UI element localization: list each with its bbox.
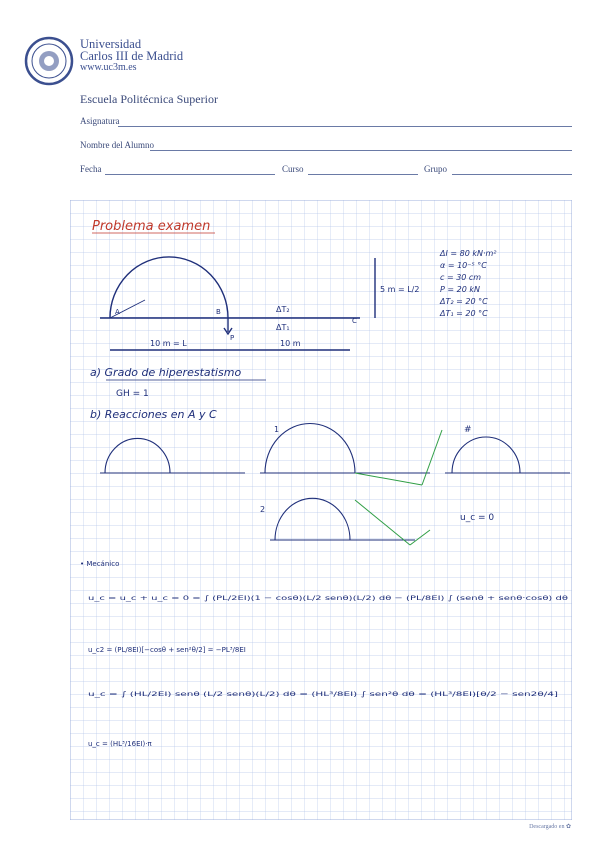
circle-2-label: 2: [260, 505, 266, 514]
university-website[interactable]: www.uc3m.es: [80, 62, 137, 73]
label-b: B: [216, 308, 221, 316]
given-item: α = 10⁻⁵ °C: [440, 261, 487, 270]
dim-height-label: 5 m = L/2: [380, 285, 420, 294]
grupo-line: [452, 174, 572, 175]
gh-value: GH = 1: [116, 389, 149, 399]
nombre-label: Nombre del Alumno: [80, 140, 154, 150]
label-a: A: [115, 308, 120, 316]
university-seal-icon: [24, 36, 74, 86]
given-item: c = 30 cm: [440, 273, 482, 282]
university-name: [80, 38, 183, 74]
given-item: P = 20 kN: [440, 285, 480, 294]
equation-4: u_c = (HL³/16EI)·π: [88, 740, 152, 748]
footer-brand: [529, 823, 571, 830]
curso-line: [308, 174, 418, 175]
label-dt1: ΔT₁: [276, 323, 290, 332]
section-a-heading: a) Grado de hiperestatismo: [90, 366, 242, 379]
problem-title: Problema examen: [92, 219, 211, 234]
equation-3: u_c = ∫ (HL/2EI) senθ (L/2 senθ)(L/2) dθ = (HL³/8EI) ∫ sen²θ dθ = (HL³/8EI)[θ/2 − sen2θ/4]: [88, 690, 558, 698]
dim-right-label: 10 m: [280, 339, 301, 348]
footer-brand-text: Descargado en: [529, 824, 565, 830]
asignatura-line: [118, 126, 572, 127]
given-item: ΔT₁ = 20 °C: [440, 309, 488, 318]
circle-1-label: 1: [274, 425, 280, 434]
nombre-line: [150, 150, 572, 151]
dim-left-label: 10 m = L: [150, 339, 187, 348]
given-item: ΔI = 80 kN·m²: [440, 249, 497, 258]
given-item: ΔT₂ = 20 °C: [440, 297, 488, 306]
equation-2: u_c2 = (PL/8EI)[−cosθ + sen²θ/2] = −PL³/8EI: [88, 646, 246, 654]
fecha-line: [105, 174, 275, 175]
asignatura-label: Asignatura: [80, 116, 120, 126]
university-line2: Carlos III de Madrid: [80, 49, 184, 63]
fecha-label: Fecha: [80, 164, 102, 174]
notebook-sheet: [70, 200, 572, 820]
label-dt2: ΔT₂: [276, 305, 290, 314]
mecanico-label: • Mecánico: [80, 560, 120, 568]
equation-1: u_c = u_c + u_c = 0 = ∫ (PL/2EI)(1 − cosθ)(L/2 senθ)(L/2) dθ − (PL/8EI) ∫ (senθ + senθ·cosθ) dθ: [88, 594, 569, 602]
school-name: Escuela Politécnica Superior: [80, 92, 218, 106]
curso-label: Curso: [282, 164, 304, 174]
label-p: P: [230, 334, 235, 342]
label-c: C: [352, 317, 357, 325]
section-b-heading: b) Reacciones en A y C: [90, 408, 217, 421]
uc-zero: u_c = 0: [460, 513, 495, 523]
footer-logo-icon: ✿: [565, 824, 571, 830]
university-line1: Universidad: [80, 37, 142, 51]
grupo-label: Grupo: [424, 164, 447, 174]
hash-label: #: [464, 425, 472, 435]
grid-paper: [70, 200, 572, 820]
